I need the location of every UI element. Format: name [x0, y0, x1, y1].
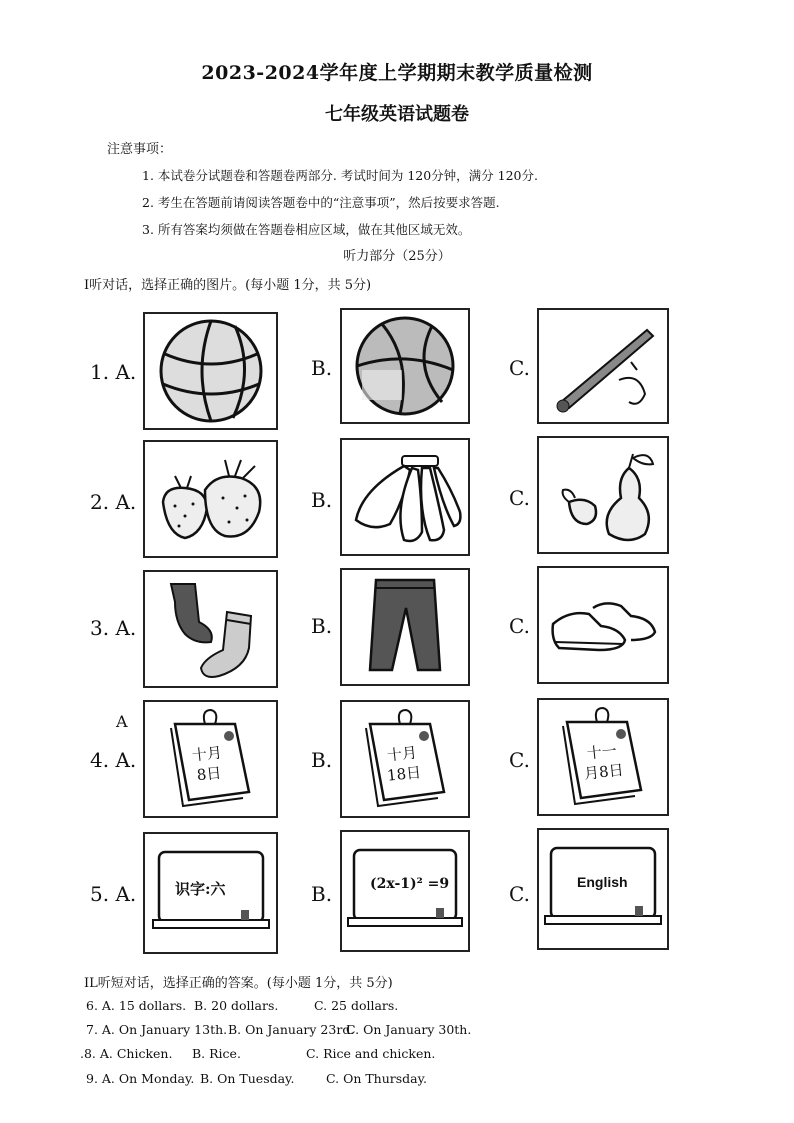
q5-option-c-picture[interactable] [537, 828, 669, 950]
q7-option-b[interactable]: B. On January 23rd. [228, 1022, 355, 1037]
socks-icon [145, 572, 276, 686]
q4-label-b: B. [311, 748, 333, 772]
calendar-a-text: 十月 8日 [191, 743, 223, 785]
q2-option-a-picture[interactable] [143, 440, 278, 558]
question-8 [80, 1046, 435, 1061]
q5-label-c: C. [509, 882, 530, 906]
q1-label-a: 1. A. [90, 360, 137, 384]
section2-instruction: IL听短对话，选择正确的答案。(每小题 1分，共 5分) [84, 976, 393, 991]
q4-option-a-picture[interactable] [143, 700, 278, 818]
baseball-bat-icon [539, 310, 667, 422]
calendar-b-text: 十月 18日 [386, 743, 422, 785]
handwritten-mark: A [116, 712, 128, 731]
q5-option-b-picture[interactable] [340, 830, 470, 952]
basketball-icon [145, 314, 276, 428]
question-6 [86, 998, 398, 1013]
q2-option-b-picture[interactable] [340, 438, 470, 556]
q9-option-c[interactable]: C. On Thursday. [326, 1071, 427, 1086]
q3-option-a-picture[interactable] [143, 570, 278, 688]
board-c-text: English [577, 874, 628, 890]
q9-option-a[interactable]: 9. A. On Monday. [86, 1071, 195, 1086]
notes-heading: 注意事项： [107, 142, 173, 157]
q4-option-b-picture[interactable] [340, 700, 470, 818]
q3-label-c: C. [509, 614, 530, 638]
q3-option-b-picture[interactable] [340, 568, 470, 686]
q1-option-b-picture[interactable] [340, 308, 470, 424]
strawberries-icon [145, 442, 276, 556]
q1-label-c: C. [509, 356, 530, 380]
q3-option-c-picture[interactable] [537, 566, 669, 684]
q2-label-b: B. [311, 488, 333, 512]
pears-icon [539, 438, 667, 552]
q4-label-a: 4. A. [90, 748, 137, 772]
q6-option-c[interactable]: C. 25 dollars. [314, 998, 399, 1013]
q2-option-c-picture[interactable] [537, 436, 669, 554]
q5-option-a-picture[interactable] [143, 832, 278, 954]
q5-label-b: B. [311, 882, 333, 906]
q7-option-c[interactable]: C. On January 30th. [346, 1022, 472, 1037]
q7-option-a[interactable]: 7. A. On January 13th. [86, 1022, 228, 1037]
section1-instruction: I听对话，选择正确的图片。(每小题 1分，共 5分) [84, 278, 372, 293]
q8-option-c[interactable]: C. Rice and chicken. [306, 1046, 436, 1061]
q3-label-b: B. [311, 614, 333, 638]
calendar-c-text: 十一 月8日 [583, 741, 625, 783]
q2-label-c: C. [509, 486, 530, 510]
q4-option-c-picture[interactable] [537, 698, 669, 816]
exam-title: 2023-2024学年度上学期期末教学质量检测 [201, 62, 593, 84]
note-item-2: 2. 考生在答题前请阅读答题卷中的“注意事项”，然后按要求答题. [142, 195, 500, 210]
board-a-text: 识字:六 [175, 880, 226, 898]
q4-label-c: C. [509, 748, 530, 772]
volleyball-icon [342, 310, 468, 422]
q1-label-b: B. [311, 356, 333, 380]
trousers-icon [342, 570, 468, 684]
board-b-text: (2x-1)² =9 [370, 876, 450, 892]
q8-option-b[interactable]: B. Rice. [192, 1046, 241, 1061]
q1-option-a-picture[interactable] [143, 312, 278, 430]
question-7 [86, 1022, 471, 1037]
q1-option-c-picture[interactable] [537, 308, 669, 424]
q2-label-a: 2. A. [90, 490, 137, 514]
q8-option-a[interactable]: .8. A. Chicken. [80, 1046, 173, 1061]
q6-option-b[interactable]: B. 20 dollars. [194, 998, 279, 1013]
question-9 [86, 1071, 427, 1086]
listening-heading: 听力部分（25分） [343, 249, 451, 264]
q5-label-a: 5. A. [90, 882, 137, 906]
note-item-3: 3. 所有答案均须做在答题卷相应区域，做在其他区域无效。 [142, 222, 471, 237]
q3-label-a: 3. A. [90, 616, 137, 640]
q6-option-a[interactable]: 6. A. 15 dollars. [86, 998, 187, 1013]
bananas-icon [342, 440, 468, 554]
exam-subtitle: 七年级英语试题卷 [325, 104, 469, 125]
shoes-icon [539, 568, 667, 682]
note-item-1: 1. 本试卷分试题卷和答题卷两部分. 考试时间为 120分钟，满分 120分. [142, 168, 538, 183]
q9-option-b[interactable]: B. On Tuesday. [200, 1071, 295, 1086]
